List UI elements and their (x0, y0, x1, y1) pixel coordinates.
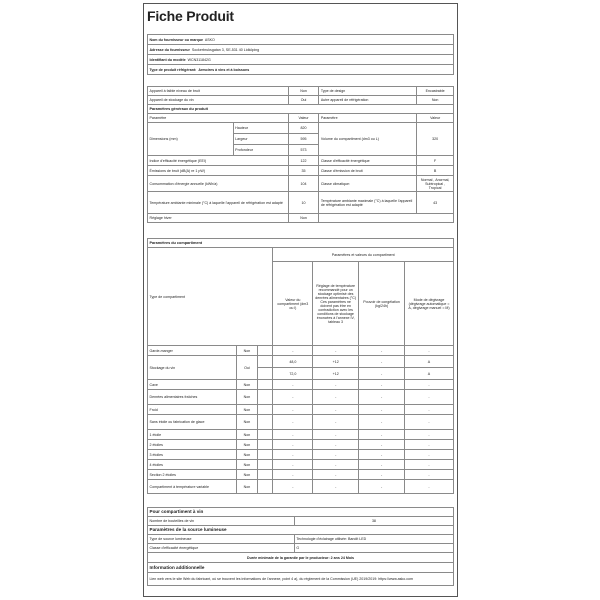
section-title: Paramètres généraux du produit (148, 105, 454, 114)
table-row: Émissions de bruit (dB(A) re 1 pW) 35 Classe d'émission de bruit B (148, 166, 454, 176)
table-row: Réglage hiver Non (148, 214, 454, 223)
table-row: 4 étoiles Non - - - - (148, 460, 454, 470)
table-row: Température ambiante minimale (°C) à laquelle l'appareil de réfrigération est adapté 10 Température ambiante maximale (°C) à laquelle l'appareil de réfrigération est adapté 43 (148, 192, 454, 214)
address-row: Adresse du fournisseur Sockerbruksgatan 3, SE-531 40 Lidköping (148, 45, 454, 55)
table-row: 2 étoiles Non - - - - (148, 440, 454, 450)
table-row: Profondeur 573 (148, 145, 454, 156)
table-row: Cave Non - - - - (148, 380, 454, 390)
section-title: Paramètres de la source lumineuse (148, 526, 454, 535)
section-title: Pour compartiment à vin (148, 508, 454, 517)
table-row: Indice d'efficacité énergétique (EEI) 122 Classe d'efficacité énergétique F (148, 156, 454, 166)
table-row: Nombre de bouteilles de vin 38 (148, 517, 454, 526)
table-row: Denrées alimentaires fraîches Non - - - - (148, 390, 454, 405)
table-row: Largeur 595 (148, 134, 454, 145)
table-row: Garde-manger Non - - - - (148, 346, 454, 356)
header-table (147, 34, 454, 75)
general-table (147, 86, 454, 223)
table-row: Appareil à faible niveau de bruit Non Type de design Encastrable (148, 87, 454, 96)
table-row: 72,0 +12 - A (148, 368, 454, 380)
table-row: Classe d'efficacité énergétique G (148, 544, 454, 553)
supplier-row: Nom du fournisseur ou marque ASKO (148, 35, 454, 45)
table-row: Stockage du vin Oui 48,0 +12 - A (148, 356, 454, 368)
page-title: Fiche Produit (147, 8, 234, 24)
table-row: Sans étoile ou fabrication de glace Non - - - - (148, 415, 454, 430)
table-row: Paramètre Valeur Paramètre Valeur (148, 114, 454, 123)
table-row: Section 2 étoiles Non - - - - (148, 470, 454, 480)
table-row: Consommation d'énergie annuelle (kWh/a) 104 Classe climatique: Normal , Ancrmal, Subtropical , Tropical (148, 176, 454, 192)
table-row: Compartiment à température variable Non - - - - (148, 480, 454, 494)
footer-table (147, 507, 454, 586)
table-row: Froid Non - - - - (148, 405, 454, 415)
section-title: Information additionnelle (148, 563, 454, 573)
model-row: Identifiant du modèle WCN311842G (148, 55, 454, 65)
product-sheet (143, 3, 458, 597)
additional-info: Lien web vers le site Web du fabricant, où se trouvent les informations de l'annexe, point 4 a), du règlement de la Commission (UE) 2019/2019: https://www.asko.com (148, 573, 454, 586)
compartment-table: Paramètres du compartiment Type de compartiment Paramètres et valeurs du compartiment Valeur du compartiment (dm3 ou l) Réglage de température recommandé pour un stockage optimisé des denrées alimentaires (°C) Ces paramètres ne doivent pas être en contradiction avec les conditions de stockage énoncées à l'annexe IV, tableau 3 Pouvoir de congélation (kg/24h) Mode de dégivrage (dégivrage automatique = A, dégivrage manuel = M) Garde-manger Non - - - - Stockage du vin Oui 48,0 +12 - A 72,0 +12 - A Cave Non - - - - Denrées alimentaires fraîches Non - - - - Froid Non - - - - Sans étoile ou fabrication de glace Non - - - - 1 étoile Non - - - - 2 étoiles Non - - - - 3 étoiles Non - - - - 4 étoiles Non - - - - Section 2 étoiles Non - - - - Compartiment à température variable Non - - - - (147, 238, 454, 494)
table-row: Appareil de stockage du vin Oui Autre appareil de réfrigération Non (148, 96, 454, 105)
guarantee: Durée minimale de la garantie par le producteur: 2 ans 24 Mois (148, 553, 454, 563)
table-row: Type de source lumineuse Technologie d'éclairage utilisée: Bandit LED (148, 535, 454, 544)
section-title: Paramètres du compartiment (148, 239, 454, 248)
table-row: Dimensions (mm) Hauteur 820 Volume du compartiment (dm3 ou L) 320 (148, 123, 454, 134)
table-row: 3 étoiles Non - - - - (148, 450, 454, 460)
table-row: 1 étoile Non - - - - (148, 430, 454, 440)
product-type-row: Type de produit réfrigérant: Armoires à vins et à boissons (148, 65, 454, 75)
